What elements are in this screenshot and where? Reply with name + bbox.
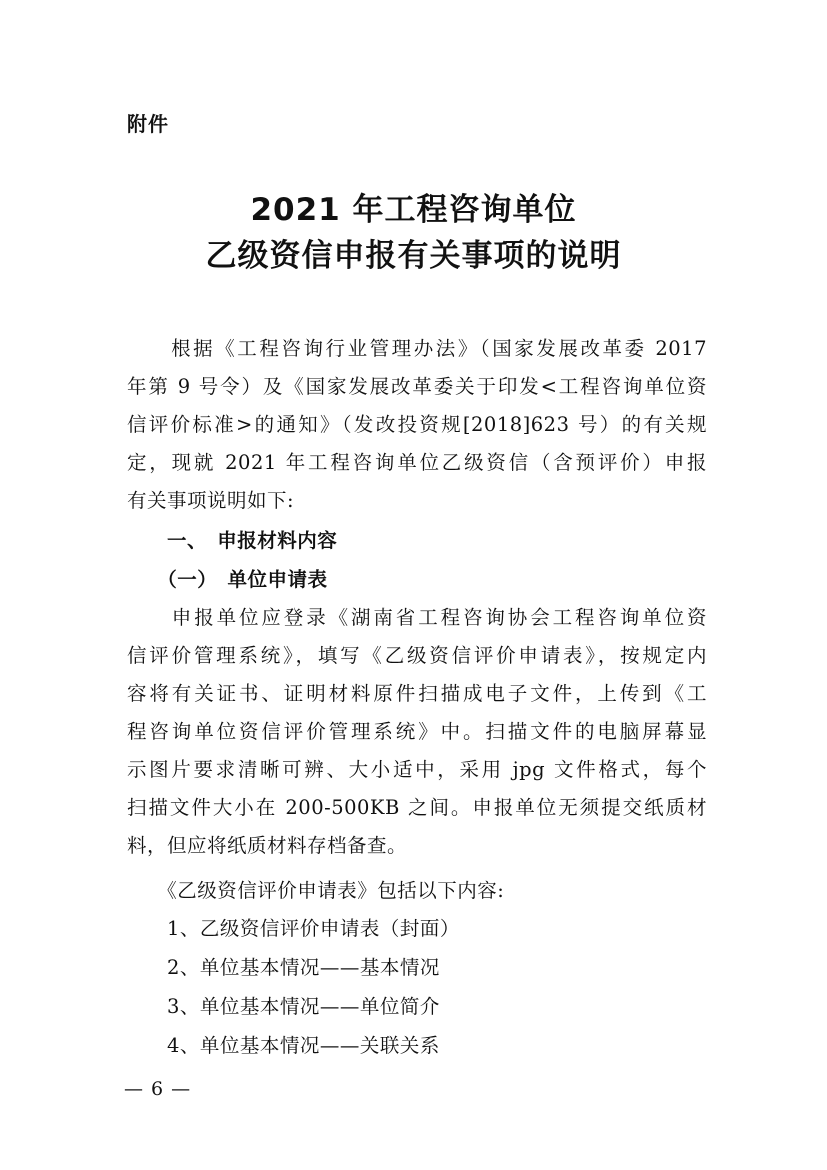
body-line: 有关事项说明如下: [127,489,295,512]
body-line: 年第 9 号令）及《国家发展改革委关于印发<工程咨询单位资 [127,375,707,398]
list-item: 4、单位基本情况——关联关系 [127,1034,440,1057]
body-line: 定，现就 2021 年工程咨询单位乙级资信（含预评价）申报 [127,451,707,474]
body-line: 示图片要求清晰可辨、大小适中，采用 jpg 文件格式，每个 [127,758,707,781]
body-line: 容将有关证书、证明材料原件扫描成电子文件，上传到《工 [127,682,707,705]
body-line: 申报单位应登录《湖南省工程咨询协会工程咨询单位资 [127,606,707,629]
attachment-label: 附件 [127,112,169,136]
subsection-heading: （一） 单位申请表 [127,568,328,591]
body-line: 信评价管理系统》，填写《乙级资信评价申请表》，按规定内 [127,644,707,667]
page-number: — 6 — [124,1078,192,1100]
body-line: 料，但应将纸质材料存档备查。 [127,834,408,857]
body-line: 根据《工程咨询行业管理办法》（国家发展改革委 2017 [127,337,707,360]
body-line: 信评价标准>的通知》（发改投资规[2018]623 号）的有关规 [127,413,707,436]
list-item: 3、单位基本情况——单位简介 [127,995,440,1018]
body-line: 《乙级资信评价申请表》包括以下内容: [127,879,505,902]
list-item: 1、乙级资信评价申请表（封面） [127,917,460,940]
body-line: 扫描文件大小在 200-500KB 之间。申报单位无须提交纸质材 [127,796,707,819]
list-item: 2、单位基本情况——基本情况 [127,956,440,979]
document-title-line-1: 2021 年工程咨询单位 [250,192,577,228]
section-heading: 一、 申报材料内容 [127,529,338,552]
document-title-line-2: 乙级资信申报有关事项的说明 [205,238,622,274]
body-line: 程咨询单位资信评价管理系统》中。扫描文件的电脑屏幕显 [127,720,707,743]
